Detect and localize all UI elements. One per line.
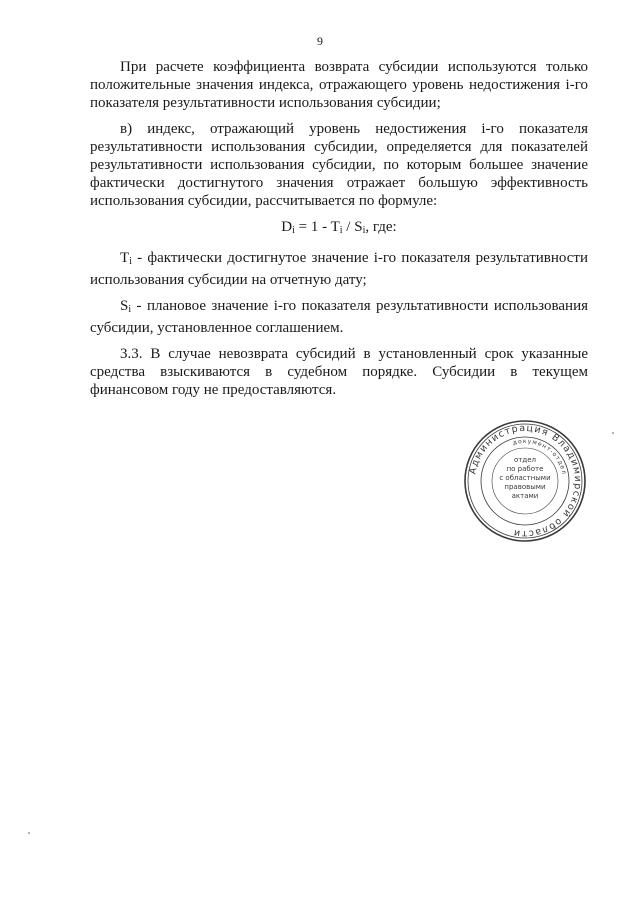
official-stamp <box>462 418 588 544</box>
formula-s-subscript: i <box>362 225 366 236</box>
stamp-inner-text: документ-отдел <box>512 437 568 476</box>
page-number: 9 <box>317 34 323 48</box>
s-subscript: i <box>128 304 132 315</box>
stamp-line-5: актами <box>511 492 539 500</box>
stamp-line-1: отдел <box>514 456 536 464</box>
formula-d-subscript: i <box>292 225 295 236</box>
t-symbol: T <box>120 250 130 266</box>
t-definition-text: - фактически достигнутое значение i-го показателя результативности использования субсидии на отчетную дату; <box>90 250 588 288</box>
s-symbol: S <box>120 298 129 314</box>
formula <box>90 218 588 240</box>
stamp-outer-text: Администрация Владимирской области <box>467 422 584 540</box>
s-definition-text: - плановое значение i-го показателя результативности использования субсидии, установленное соглашением. <box>90 298 588 336</box>
paragraph-s-definition <box>90 297 588 337</box>
paragraph-t-definition <box>90 249 588 289</box>
formula-d: D <box>281 219 293 235</box>
stamp-line-4: правовыми <box>504 483 546 491</box>
formula-tail: , где: <box>365 219 397 235</box>
paragraph-section-3-3: 3.3. В случае невозврата субсидий в установленный срок указанные средства взыскиваются в судебном порядке. Субсидии в текущем финансовом году не предоставляются. <box>90 346 588 398</box>
stamp-seal-graphic <box>462 418 588 544</box>
formula-mid: = 1 - T <box>294 219 340 235</box>
paragraph-index-definition: в) индекс, отражающий уровень недостижения i-го показателя результативности использования субсидии, определяется для показателей результативности использования субсидии, по которым большее значение фактически достигнутого значения отражает большую эффективность использования субсидии, рассчитывается по формуле: <box>90 121 588 209</box>
scan-speck <box>612 432 614 434</box>
document-body <box>90 58 588 407</box>
stamp-line-3: с областными <box>499 474 551 482</box>
paragraph-coefficient-note: При расчете коэффициента возврата субсидии используются только положительные значения индекса, отражающего уровень недостижения i-го показателя результативности использования субсидии; <box>90 59 588 111</box>
scan-speck <box>28 832 30 834</box>
formula-t-subscript: i <box>339 225 343 236</box>
formula-slash: / S <box>342 219 363 235</box>
t-subscript: i <box>129 256 132 267</box>
stamp-line-2: по работе <box>506 465 544 473</box>
